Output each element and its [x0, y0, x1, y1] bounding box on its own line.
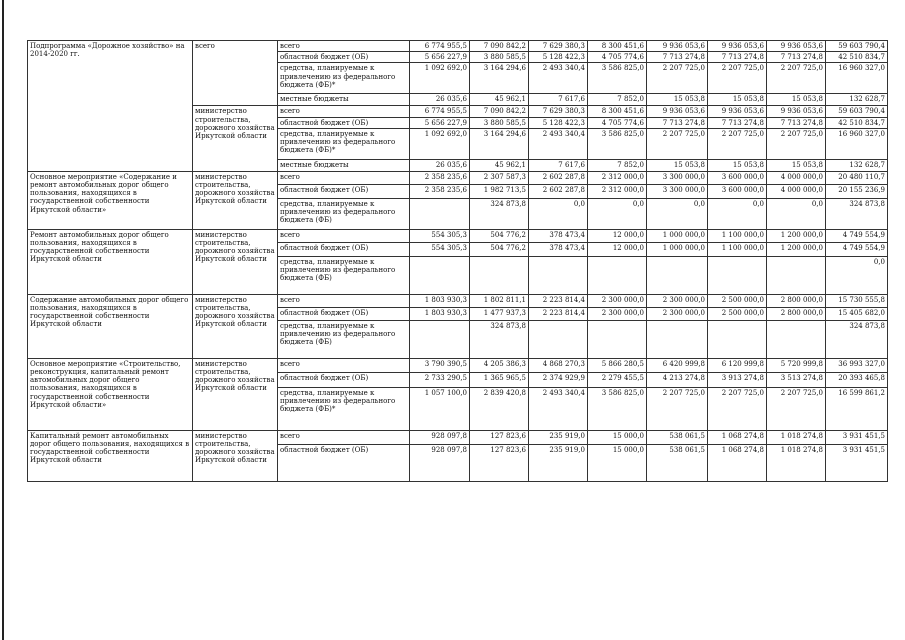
executor-cell: министерство строительства, дорожного хозяйства Иркутской области — [193, 229, 278, 294]
table-row — [28, 294, 888, 307]
year-value-cell: 3 586 825,0 — [588, 128, 647, 159]
year-value-cell: 15 000,0 — [588, 430, 647, 444]
program-title-cell: Основное мероприятие «Содержание и ремонт автомобильных дорог общего пользования, находящихся в государственной собственности Иркутской области» — [28, 171, 193, 229]
year-value-cell: 2 207 725,0 — [708, 128, 767, 159]
year-value-cell: 4 000 000,0 — [767, 171, 826, 184]
year-value-cell: 3 913 274,8 — [708, 372, 767, 387]
table-row — [28, 430, 888, 444]
year-value-cell: 1 477 937,3 — [470, 307, 529, 320]
year-value-cell: 7 713 274,8 — [767, 117, 826, 128]
table-row — [28, 171, 888, 184]
funding-source-cell: областной бюджет (ОБ) — [278, 184, 410, 198]
funding-source-cell: всего — [278, 171, 410, 184]
year-value-cell: 1 018 274,8 — [767, 430, 826, 444]
year-value-cell: 2 602 287,8 — [529, 171, 588, 184]
total-value-cell: 15 730 555,8 — [826, 294, 888, 307]
year-value-cell: 2 500 000,0 — [708, 294, 767, 307]
total-value-cell: 20 393 465,8 — [826, 372, 888, 387]
year-value-cell: 324 873,8 — [470, 320, 529, 358]
year-value-cell — [410, 256, 470, 294]
year-value-cell: 2 300 000,0 — [588, 294, 647, 307]
year-value-cell: 1 802 811,1 — [470, 294, 529, 307]
year-value-cell: 1 068 274,8 — [708, 430, 767, 444]
executor-cell: министерство строительства, дорожного хозяйства Иркутской области — [193, 430, 278, 481]
funding-source-cell: средства, планируемые к привлечению из федерального бюджета (ФБ) — [278, 198, 410, 229]
total-value-cell: 4 749 554,9 — [826, 242, 888, 256]
year-value-cell: 8 300 451,6 — [588, 106, 647, 117]
total-value-cell: 16 960 327,0 — [826, 63, 888, 94]
year-value-cell: 7 090 842,2 — [470, 106, 529, 117]
table-row — [28, 358, 888, 372]
funding-source-cell: областной бюджет (ОБ) — [278, 372, 410, 387]
year-value-cell — [470, 256, 529, 294]
year-value-cell: 2 358 235,6 — [410, 171, 470, 184]
year-value-cell: 45 962,1 — [470, 94, 529, 106]
total-value-cell: 36 993 327,0 — [826, 358, 888, 372]
year-value-cell: 7 629 380,3 — [529, 106, 588, 117]
year-value-cell: 1 803 930,3 — [410, 307, 470, 320]
year-value-cell: 7 852,0 — [588, 159, 647, 171]
year-value-cell: 2 207 725,0 — [767, 128, 826, 159]
funding-source-cell: всего — [278, 358, 410, 372]
year-value-cell: 0,0 — [647, 198, 708, 229]
year-value-cell: 1 000 000,0 — [647, 229, 708, 242]
year-value-cell: 2 223 814,4 — [529, 307, 588, 320]
year-value-cell: 2 493 340,4 — [529, 387, 588, 430]
total-value-cell: 3 931 451,5 — [826, 444, 888, 481]
year-value-cell: 3 164 294,6 — [470, 128, 529, 159]
year-value-cell: 3 586 825,0 — [588, 63, 647, 94]
year-value-cell: 2 207 725,0 — [647, 63, 708, 94]
program-title-cell: Подпрограмма «Дорожное хозяйство» на 2014-2020 гг. — [28, 41, 193, 172]
year-value-cell — [767, 320, 826, 358]
year-value-cell: 1 200 000,0 — [767, 242, 826, 256]
year-value-cell: 6 774 955,5 — [410, 41, 470, 52]
year-value-cell: 5 720 999,8 — [767, 358, 826, 372]
year-value-cell: 2 300 000,0 — [647, 294, 708, 307]
year-value-cell — [529, 256, 588, 294]
year-value-cell: 0,0 — [708, 198, 767, 229]
year-value-cell: 6 420 999,8 — [647, 358, 708, 372]
funding-source-cell: средства, планируемые к привлечению из федерального бюджета (ФБ)* — [278, 387, 410, 430]
year-value-cell: 7 713 274,8 — [708, 52, 767, 63]
year-value-cell: 1 200 000,0 — [767, 229, 826, 242]
year-value-cell: 2 493 340,4 — [529, 128, 588, 159]
year-value-cell: 0,0 — [767, 198, 826, 229]
year-value-cell: 1 092 692,0 — [410, 63, 470, 94]
year-value-cell: 4 705 774,6 — [588, 117, 647, 128]
year-value-cell: 2 307 587,3 — [470, 171, 529, 184]
year-value-cell: 5 656 227,9 — [410, 117, 470, 128]
year-value-cell — [410, 320, 470, 358]
year-value-cell: 15 053,8 — [708, 159, 767, 171]
year-value-cell: 3 513 274,8 — [767, 372, 826, 387]
funding-source-cell: областной бюджет (ОБ) — [278, 307, 410, 320]
year-value-cell: 235 919,0 — [529, 444, 588, 481]
budget-table — [27, 40, 888, 482]
total-value-cell: 20 480 110,7 — [826, 171, 888, 184]
year-value-cell: 7 713 274,8 — [647, 117, 708, 128]
year-value-cell: 1 100 000,0 — [708, 242, 767, 256]
year-value-cell: 7 617,6 — [529, 94, 588, 106]
total-value-cell: 59 603 790,4 — [826, 41, 888, 52]
year-value-cell: 2 358 235,6 — [410, 184, 470, 198]
year-value-cell: 0,0 — [529, 198, 588, 229]
year-value-cell: 2 207 725,0 — [767, 63, 826, 94]
funding-source-cell: всего — [278, 430, 410, 444]
year-value-cell — [647, 320, 708, 358]
year-value-cell: 4 205 386,3 — [470, 358, 529, 372]
year-value-cell: 15 053,8 — [767, 94, 826, 106]
total-value-cell: 132 628,7 — [826, 159, 888, 171]
year-value-cell: 7 713 274,8 — [647, 52, 708, 63]
year-value-cell: 7 090 842,2 — [470, 41, 529, 52]
year-value-cell: 2 800 000,0 — [767, 307, 826, 320]
total-value-cell: 20 155 236,9 — [826, 184, 888, 198]
year-value-cell: 538 061,5 — [647, 430, 708, 444]
year-value-cell: 15 053,8 — [708, 94, 767, 106]
year-value-cell: 2 312 000,0 — [588, 171, 647, 184]
program-title-cell: Основное мероприятие «Строительство, реконструкция, капитальный ремонт автомобильных дорог общего пользования, находящихся в государственной собственности Иркутской области» — [28, 358, 193, 430]
year-value-cell: 378 473,4 — [529, 242, 588, 256]
year-value-cell: 1 057 100,0 — [410, 387, 470, 430]
year-value-cell: 2 493 340,4 — [529, 63, 588, 94]
year-value-cell — [708, 320, 767, 358]
year-value-cell — [647, 256, 708, 294]
year-value-cell: 2 207 725,0 — [647, 387, 708, 430]
year-value-cell: 2 733 290,5 — [410, 372, 470, 387]
year-value-cell: 2 223 814,4 — [529, 294, 588, 307]
year-value-cell: 5 866 280,5 — [588, 358, 647, 372]
program-title-cell: Содержание автомобильных дорог общего пользования, находящихся в государственной собственности Иркутской области — [28, 294, 193, 358]
total-value-cell: 324 873,8 — [826, 198, 888, 229]
year-value-cell — [708, 256, 767, 294]
funding-source-cell: средства, планируемые к привлечению из федерального бюджета (ФБ)* — [278, 63, 410, 94]
executor-cell: министерство строительства, дорожного хозяйства Иркутской области — [193, 358, 278, 430]
year-value-cell: 2 300 000,0 — [588, 307, 647, 320]
year-value-cell: 9 936 053,6 — [708, 41, 767, 52]
total-value-cell: 16 960 327,0 — [826, 128, 888, 159]
funding-source-cell: областной бюджет (ОБ) — [278, 444, 410, 481]
funding-source-cell: всего — [278, 41, 410, 52]
year-value-cell: 1 018 274,8 — [767, 444, 826, 481]
year-value-cell: 15 000,0 — [588, 444, 647, 481]
total-value-cell: 0,0 — [826, 256, 888, 294]
year-value-cell: 4 000 000,0 — [767, 184, 826, 198]
year-value-cell — [529, 320, 588, 358]
year-value-cell: 504 776,2 — [470, 242, 529, 256]
executor-cell: министерство строительства, дорожного хозяйства Иркутской области — [193, 294, 278, 358]
year-value-cell: 235 919,0 — [529, 430, 588, 444]
year-value-cell — [410, 198, 470, 229]
year-value-cell: 15 053,8 — [647, 94, 708, 106]
year-value-cell: 1 000 000,0 — [647, 242, 708, 256]
year-value-cell: 378 473,4 — [529, 229, 588, 242]
year-value-cell: 1 092 692,0 — [410, 128, 470, 159]
year-value-cell: 127 823,6 — [470, 430, 529, 444]
total-value-cell: 42 510 834,7 — [826, 52, 888, 63]
total-value-cell: 16 599 861,2 — [826, 387, 888, 430]
year-value-cell: 554 305,3 — [410, 242, 470, 256]
funding-source-cell: областной бюджет (ОБ) — [278, 52, 410, 63]
year-value-cell: 26 035,6 — [410, 94, 470, 106]
funding-source-cell: средства, планируемые к привлечению из федерального бюджета (ФБ) — [278, 256, 410, 294]
year-value-cell: 2 207 725,0 — [708, 387, 767, 430]
year-value-cell: 2 602 287,8 — [529, 184, 588, 198]
funding-source-cell: всего — [278, 106, 410, 117]
year-value-cell: 1 982 713,5 — [470, 184, 529, 198]
year-value-cell: 3 880 585,5 — [470, 52, 529, 63]
year-value-cell: 7 852,0 — [588, 94, 647, 106]
total-value-cell: 42 510 834,7 — [826, 117, 888, 128]
year-value-cell: 4 868 270,3 — [529, 358, 588, 372]
year-value-cell: 9 936 053,6 — [708, 106, 767, 117]
year-value-cell: 8 300 451,6 — [588, 41, 647, 52]
year-value-cell: 3 600 000,0 — [708, 171, 767, 184]
year-value-cell: 0,0 — [588, 198, 647, 229]
total-value-cell: 132 628,7 — [826, 94, 888, 106]
year-value-cell: 2 312 000,0 — [588, 184, 647, 198]
total-value-cell: 15 405 682,0 — [826, 307, 888, 320]
year-value-cell: 2 300 000,0 — [647, 307, 708, 320]
year-value-cell: 2 839 420,8 — [470, 387, 529, 430]
year-value-cell: 7 713 274,8 — [708, 117, 767, 128]
year-value-cell: 2 500 000,0 — [708, 307, 767, 320]
year-value-cell: 1 100 000,0 — [708, 229, 767, 242]
funding-source-cell: областной бюджет (ОБ) — [278, 242, 410, 256]
year-value-cell: 6 774 955,5 — [410, 106, 470, 117]
year-value-cell: 3 300 000,0 — [647, 171, 708, 184]
year-value-cell: 2 374 929,9 — [529, 372, 588, 387]
funding-source-cell: всего — [278, 229, 410, 242]
page-border-line — [2, 0, 4, 640]
year-value-cell: 324 873,8 — [470, 198, 529, 229]
year-value-cell: 127 823,6 — [470, 444, 529, 481]
year-value-cell — [588, 320, 647, 358]
year-value-cell — [767, 256, 826, 294]
year-value-cell: 6 120 999,8 — [708, 358, 767, 372]
table-row — [28, 229, 888, 242]
year-value-cell: 928 097,8 — [410, 430, 470, 444]
year-value-cell: 5 128 422,3 — [529, 117, 588, 128]
funding-source-cell: областной бюджет (ОБ) — [278, 117, 410, 128]
year-value-cell: 9 936 053,6 — [647, 41, 708, 52]
year-value-cell: 7 713 274,8 — [767, 52, 826, 63]
table-row — [28, 41, 888, 52]
year-value-cell: 15 053,8 — [767, 159, 826, 171]
year-value-cell: 1 803 930,3 — [410, 294, 470, 307]
funding-source-cell: всего — [278, 294, 410, 307]
executor-cell: министерство строительства, дорожного хозяйства Иркутской области — [193, 171, 278, 229]
year-value-cell: 3 300 000,0 — [647, 184, 708, 198]
year-value-cell: 3 880 585,5 — [470, 117, 529, 128]
year-value-cell: 504 776,2 — [470, 229, 529, 242]
year-value-cell: 45 962,1 — [470, 159, 529, 171]
year-value-cell: 554 305,3 — [410, 229, 470, 242]
year-value-cell: 26 035,6 — [410, 159, 470, 171]
total-value-cell: 4 749 554,9 — [826, 229, 888, 242]
funding-source-cell: средства, планируемые к привлечению из федерального бюджета (ФБ)* — [278, 128, 410, 159]
year-value-cell: 2 207 725,0 — [767, 387, 826, 430]
year-value-cell: 3 600 000,0 — [708, 184, 767, 198]
year-value-cell: 7 629 380,3 — [529, 41, 588, 52]
year-value-cell: 2 800 000,0 — [767, 294, 826, 307]
year-value-cell: 9 936 053,6 — [647, 106, 708, 117]
executor-cell: всего — [193, 41, 278, 106]
year-value-cell: 3 790 390,5 — [410, 358, 470, 372]
year-value-cell — [588, 256, 647, 294]
funding-source-cell: местные бюджеты — [278, 94, 410, 106]
total-value-cell: 59 603 790,4 — [826, 106, 888, 117]
year-value-cell: 1 365 965,5 — [470, 372, 529, 387]
year-value-cell: 9 936 053,6 — [767, 106, 826, 117]
year-value-cell: 2 207 725,0 — [708, 63, 767, 94]
year-value-cell: 12 000,0 — [588, 229, 647, 242]
program-title-cell: Капитальный ремонт автомобильных дорог общего пользования, находящихся в государственной собственности Иркутской области — [28, 430, 193, 481]
year-value-cell: 3 586 825,0 — [588, 387, 647, 430]
executor-cell: министерство строительства, дорожного хозяйства Иркутской области — [193, 106, 278, 171]
year-value-cell: 2 207 725,0 — [647, 128, 708, 159]
funding-source-cell: средства, планируемые к привлечению из федерального бюджета (ФБ) — [278, 320, 410, 358]
year-value-cell: 12 000,0 — [588, 242, 647, 256]
year-value-cell: 2 279 455,5 — [588, 372, 647, 387]
year-value-cell: 7 617,6 — [529, 159, 588, 171]
year-value-cell: 5 128 422,3 — [529, 52, 588, 63]
funding-source-cell: местные бюджеты — [278, 159, 410, 171]
year-value-cell: 4 705 774,6 — [588, 52, 647, 63]
year-value-cell: 538 061,5 — [647, 444, 708, 481]
year-value-cell: 9 936 053,6 — [767, 41, 826, 52]
year-value-cell: 4 213 274,8 — [647, 372, 708, 387]
year-value-cell: 15 053,8 — [647, 159, 708, 171]
total-value-cell: 3 931 451,5 — [826, 430, 888, 444]
year-value-cell: 928 097,8 — [410, 444, 470, 481]
year-value-cell: 1 068 274,8 — [708, 444, 767, 481]
year-value-cell: 3 164 294,6 — [470, 63, 529, 94]
year-value-cell: 5 656 227,9 — [410, 52, 470, 63]
program-title-cell: Ремонт автомобильных дорог общего пользования, находящихся в государственной собственности Иркутской области — [28, 229, 193, 294]
total-value-cell: 324 873,8 — [826, 320, 888, 358]
